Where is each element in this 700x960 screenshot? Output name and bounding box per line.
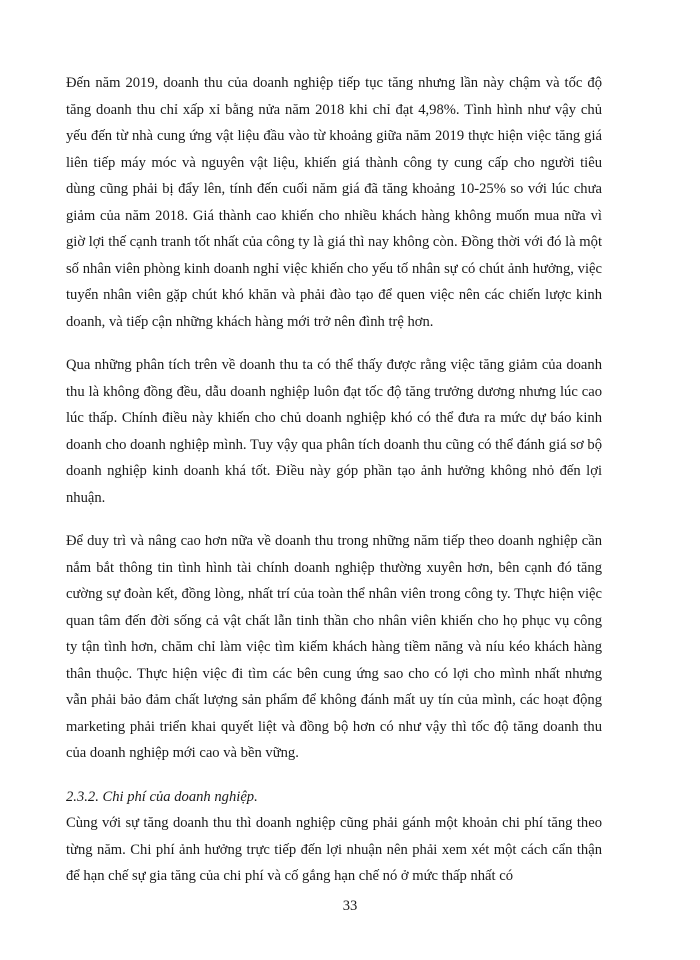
- paragraph-revenue-2019: Đến năm 2019, doanh thu của doanh nghiệp tiếp tục tăng nhưng lần này chậm và tốc độ tăng doanh thu chỉ xấp xỉ bằng nửa năm 2018 khi chỉ đạt 4,98%. Tình hình như vậy chủ yếu đến từ nhà cung ứng vật liệu đầu vào từ khoảng giữa năm 2019 thực hiện việc tăng giá liên tiếp máy móc và nguyên vật liệu, khiến giá thành công ty cung cấp cho người tiêu dùng cũng phải bị đẩy lên, tính đến cuối năm giá đã tăng khoảng 10-25% so với lúc chưa giảm của năm 2018. Giá thành cao khiến cho nhiều khách hàng không muốn mua nữa vì giờ lợi thế cạnh tranh tốt nhất của công ty là giá thì nay không còn. Đồng thời với đó là một số nhân viên phòng kinh doanh nghỉ việc khiến cho yếu tố nhân sự có chút ảnh hưởng, việc tuyển nhân viên gặp chút khó khăn và phải đào tạo để quen việc nên các chiến lược kinh doanh, và tiếp cận những khách hàng mới trở nên đình trệ hơn.: [66, 75, 602, 330]
- paragraph-costs: Cùng với sự tăng doanh thu thì doanh nghiệp cũng phải gánh một khoản chi phí tăng theo từng năm. Chi phí ảnh hưởng trực tiếp đến lợi nhuận nên phải xem xét một cách cẩn thận để hạn chế sự gia tăng của chi phí và cố gắng hạn chế nó ở mức thấp nhất có: [66, 815, 602, 884]
- paragraph-revenue-analysis: Qua những phân tích trên về doanh thu ta có thể thấy được rằng việc tăng giảm của doanh thu là không đồng đều, dẫu doanh nghiệp luôn đạt tốc độ tăng trưởng dương nhưng lúc cao lúc thấp. Chính điều này khiến cho chủ doanh nghiệp khó có thể đưa ra mức dự báo kinh doanh cho doanh nghiệp mình. Tuy vậy qua phân tích doanh thu cũng có thể đánh giá sơ bộ doanh nghiệp kinh doanh khá tốt. Điều này góp phần tạo ảnh hưởng không nhỏ đến lợi nhuận.: [66, 357, 602, 506]
- page-body: [66, 70, 602, 890]
- page-number: 33: [342, 898, 358, 914]
- section-heading: 2.3.2. Chi phí của doanh nghiệp.: [66, 788, 258, 805]
- paragraph-revenue-solutions: Để duy trì và nâng cao hơn nữa về doanh thu trong những năm tiếp theo doanh nghiệp cần nắm bắt thông tin tình hình tài chính doanh nghiệp thường xuyên hơn, bên cạnh đó tăng cường sự đoàn kết, đồng lòng, nhất trí của toàn thể nhân viên trong công ty. Thực hiện việc quan tâm đến đời sống cả vật chất lẫn tinh thần cho nhân viên khiến cho họ phục vụ công ty tận tình hơn, chăm chỉ làm việc tìm kiếm khách hàng tiềm năng và níu kéo khách hàng thân thuộc. Thực hiện việc đi tìm các bên cung ứng sao cho có lợi cho mình nhất nhưng vẫn phải bảo đảm chất lượng sản phẩm để không đánh mất uy tín của mình, các hoạt động marketing phải triển khai quyết liệt và đồng bộ hơn có như vậy thì tốc độ tăng doanh thu của doanh nghiệp mới cao và bền vững.: [66, 533, 602, 761]
